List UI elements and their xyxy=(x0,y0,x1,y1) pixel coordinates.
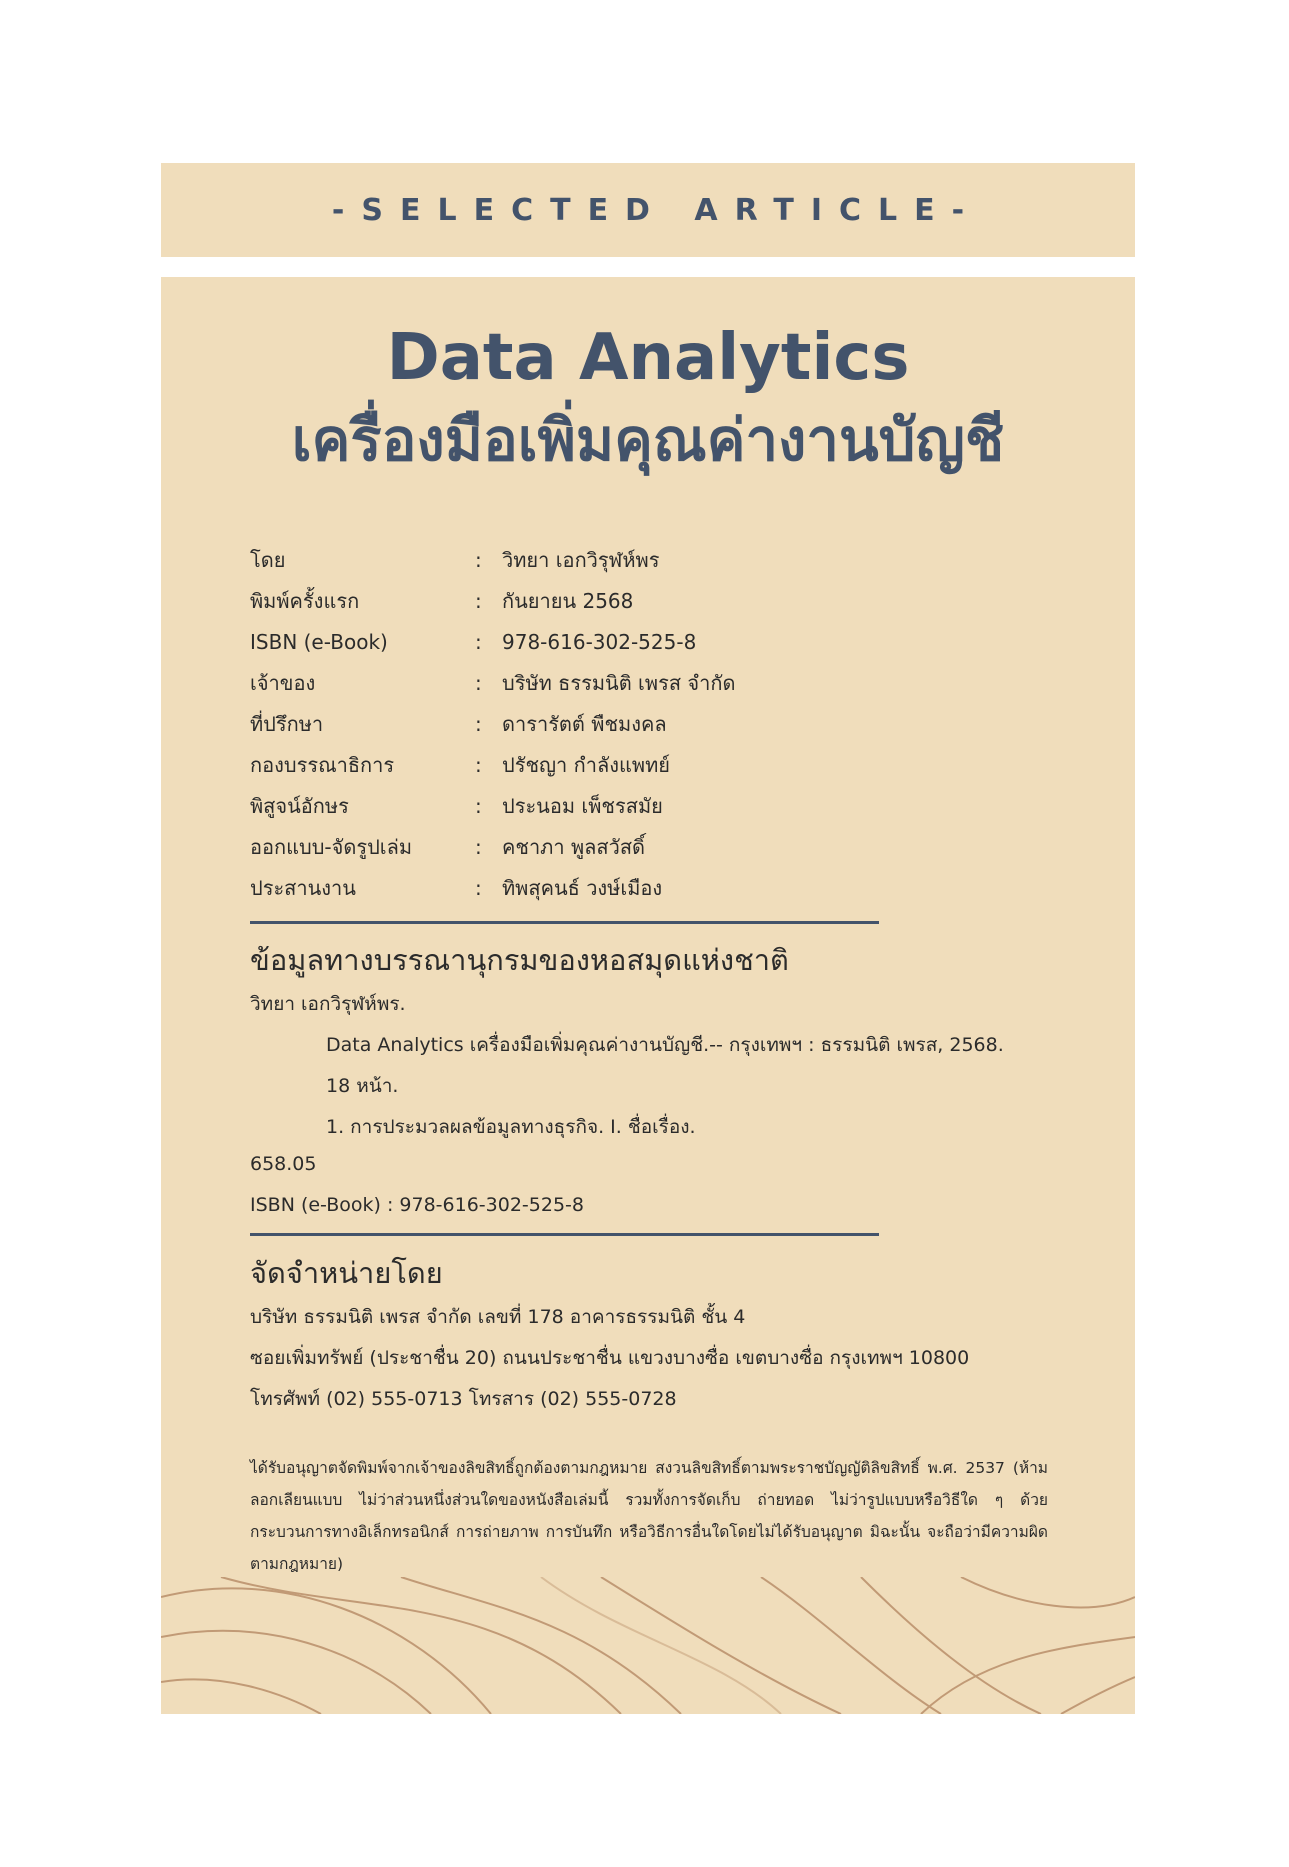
credit-label: ออกแบบ-จัดรูปเล่ม xyxy=(250,834,413,859)
cataloging-isbn: ISBN (e-Book) : 978-616-302-525-8 xyxy=(250,1194,584,1216)
wave-line xyxy=(161,1588,491,1714)
wave-line xyxy=(221,1577,621,1714)
credit-colon: : xyxy=(475,711,482,736)
wave-line xyxy=(541,1577,781,1714)
cataloging-pages: 18 หน้า. xyxy=(326,1075,399,1097)
distribution-line-3: โทรศัพท์ (02) 555-0713 โทรสาร (02) 555-0728 xyxy=(250,1388,677,1410)
selected-article-banner xyxy=(161,163,1135,257)
banner-text: -SELECTED ARTICLE- xyxy=(331,192,982,228)
credits-list xyxy=(250,539,1030,908)
cataloging-author: วิทยา เอกวิรุฬห์พร. xyxy=(250,993,406,1015)
credit-value: ปรัชญา กำลังแพทย์ xyxy=(502,752,670,777)
wave-line xyxy=(161,1679,321,1714)
wave-line xyxy=(921,1637,1135,1714)
copyright-notice: ได้รับอนุญาตจัดพิมพ์จากเจ้าของลิขสิทธิ์ถูกต้องตามกฎหมาย สงวนลิขสิทธิ์ตามพระราชบัญญัติลิขสิทธิ์ พ.ศ. 2537 (ห้ามลอกเลียนแบบ ไม่ว่าส่วนหนึ่งส่วนใดของหนังสือเล่มนี้ รวมทั้งการจัดเก็บ ถ่ายทอด ไม่ว่ารูปแบบหรือวิธีใด ๆ ด้วยกระบวนการทางอิเล็กทรอนิกส์ การถ่ายภาพ การบันทึก หรือวิธีการอื่นใดโดยไม่ได้รับอนุญาต มิฉะนั้น จะถือว่ามีความผิดตามกฎหมาย) xyxy=(250,1459,1048,1573)
colophon-card xyxy=(161,277,1135,1714)
credit-row-owner xyxy=(250,662,1030,703)
divider-2 xyxy=(250,1233,879,1236)
title-line-1: Data Analytics xyxy=(386,321,910,395)
credit-colon: : xyxy=(475,752,482,777)
credit-row-editorial xyxy=(250,744,1030,785)
credit-label: เจ้าของ xyxy=(250,670,316,695)
credit-colon: : xyxy=(475,834,482,859)
credit-row-advisor xyxy=(250,703,1030,744)
distribution-line-1: บริษัท ธรรมนิติ เพรส จำกัด เลขที่ 178 อาคารธรรมนิติ ชั้น 4 xyxy=(250,1306,746,1328)
credit-colon: : xyxy=(475,875,482,900)
wave-line xyxy=(401,1577,681,1714)
distribution-heading: จัดจำหน่ายโดย xyxy=(250,1256,443,1290)
wave-line xyxy=(961,1577,1135,1607)
credit-row-first-print xyxy=(250,580,1030,621)
credit-row-designer xyxy=(250,826,1030,867)
credit-value: ประนอม เพ็ชรสมัย xyxy=(502,793,663,818)
wave-line xyxy=(761,1577,941,1714)
credit-row-coordinator xyxy=(250,867,1030,908)
credit-colon: : xyxy=(475,629,482,654)
credit-row-author xyxy=(250,539,1030,580)
title-line-2: เครื่องมือเพิ่มคุณค่างานบัญชี xyxy=(291,406,1005,474)
credit-colon: : xyxy=(475,793,482,818)
credit-row-isbn xyxy=(250,621,1030,662)
cataloging-title-line: Data Analytics เครื่องมือเพิ่มคุณค่างานบัญชี.-- กรุงเทพฯ : ธรรมนิติ เพรส, 2568. xyxy=(326,1034,1004,1056)
divider-1 xyxy=(250,921,879,924)
cataloging-classification: 658.05 xyxy=(250,1153,317,1175)
credit-label: พิมพ์ครั้งแรก xyxy=(250,588,360,613)
credit-label: ISBN (e-Book) xyxy=(250,629,388,654)
credit-value: บริษัท ธรรมนิติ เพรส จำกัด xyxy=(502,670,736,695)
credit-label: พิสูจน์อักษร xyxy=(250,793,349,818)
book-title xyxy=(161,317,1135,481)
cataloging-subject: 1. การประมวลผลข้อมูลทางธุรกิจ. I. ชื่อเรื่อง. xyxy=(326,1116,696,1138)
credit-colon: : xyxy=(475,588,482,613)
decorative-waves xyxy=(161,1577,1135,1714)
wave-line xyxy=(1061,1677,1135,1714)
cataloging-heading: ข้อมูลทางบรรณานุกรมของหอสมุดแห่งชาติ xyxy=(250,943,789,977)
credit-value: กันยายน 2568 xyxy=(502,588,634,613)
credit-row-proofreader xyxy=(250,785,1030,826)
distribution-line-2: ซอยเพิ่มทรัพย์ (ประชาชื่น 20) ถนนประชาชื่น แขวงบางซื่อ เขตบางซื่อ กรุงเทพฯ 10800 xyxy=(250,1347,970,1369)
credit-value: คชาภา พูลสวัสดิ์ xyxy=(502,834,646,859)
credit-label: กองบรรณาธิการ xyxy=(250,752,395,777)
credit-value: ทิพสุคนธ์ วงษ์เมือง xyxy=(502,875,663,900)
credit-value: วิทยา เอกวิรุฬห์พร xyxy=(502,547,660,572)
wave-line xyxy=(601,1577,841,1714)
credit-label: ประสานงาน xyxy=(250,875,356,900)
credit-colon: : xyxy=(475,670,482,695)
credit-label: โดย xyxy=(250,547,286,572)
credit-label: ที่ปรึกษา xyxy=(250,711,324,736)
credit-colon: : xyxy=(475,547,482,572)
credit-value: ดารารัตต์ พืชมงคล xyxy=(502,711,667,736)
credit-value: 978-616-302-525-8 xyxy=(502,629,697,654)
